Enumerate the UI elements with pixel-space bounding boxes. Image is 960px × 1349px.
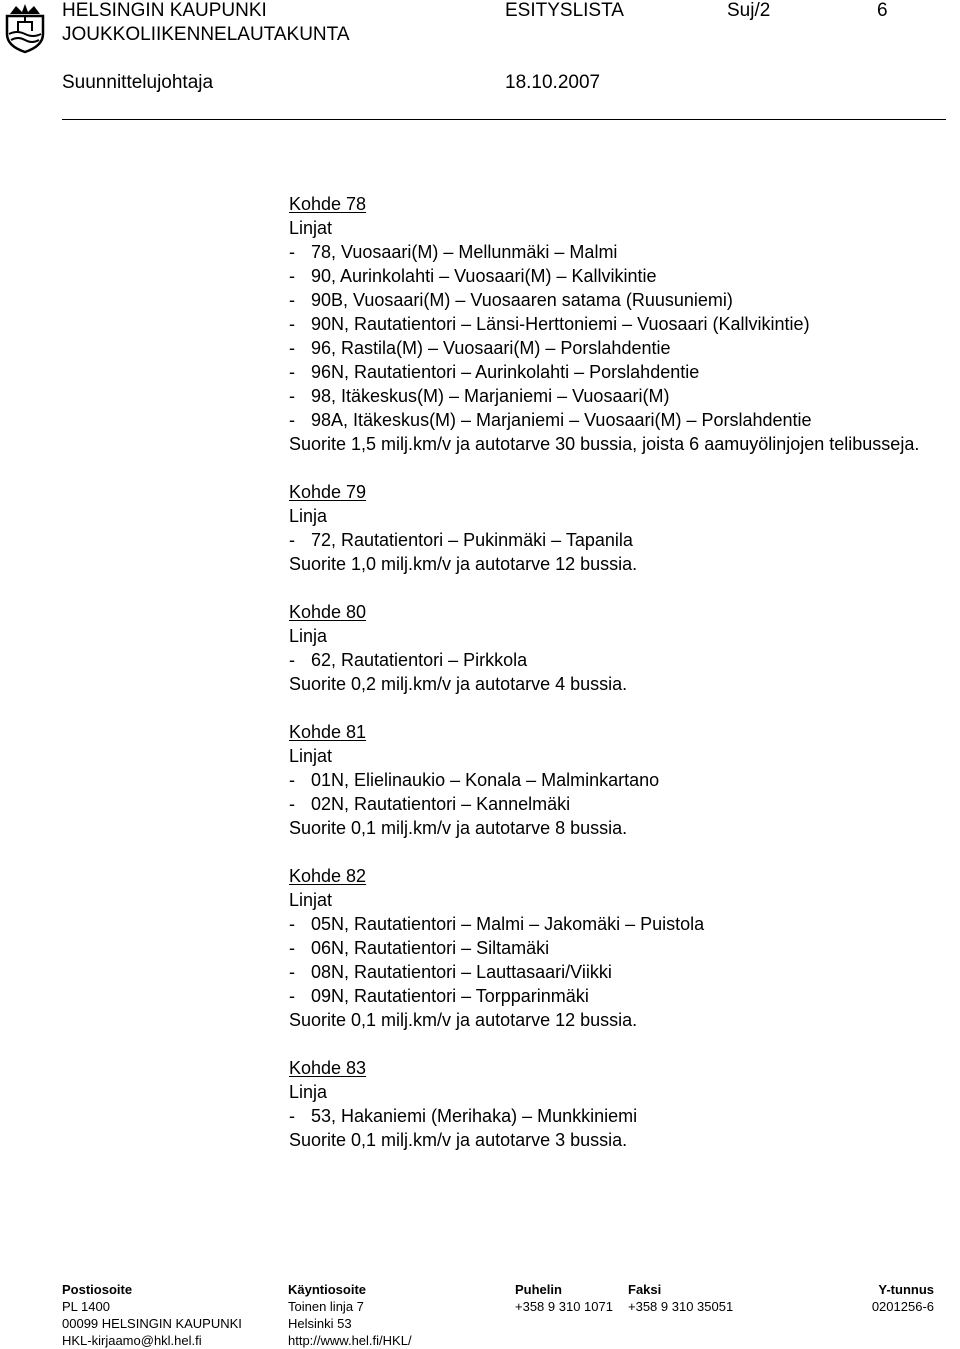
route-line-item [289,984,929,1008]
footer-visiting-address [288,1281,412,1349]
list-dash: - [289,314,295,334]
footer-label: Käyntiosoite [288,1282,367,1297]
list-dash: - [289,938,295,958]
list-dash: - [289,650,295,670]
footer-text: Helsinki 53 [288,1316,352,1331]
lines-label: Linja [289,1082,328,1102]
route-text: 96, Rastila(M) – Vuosaari(M) – Porslahdentie [311,338,671,358]
route-text: 90, Aurinkolahti – Vuosaari(M) – Kallvikintie [311,266,657,286]
section-summary: Suorite 0,1 milj.km/v ja autotarve 3 bussia. [289,1130,628,1150]
kohde-title: Kohde 79 [289,482,367,502]
org-name: HELSINGIN KAUPUNKI [62,0,267,21]
footer [62,1281,942,1347]
route-line-item [289,648,929,672]
footer-text: +358 9 310 1071 [515,1299,613,1314]
kohde-section [289,600,929,696]
kohde-title: Kohde 78 [289,194,367,214]
route-line-item [289,360,929,384]
header-divider [62,119,946,120]
route-text: 08N, Rautatientori – Lauttasaari/Viikki [311,962,612,982]
footer-text: 00099 HELSINGIN KAUPUNKI [62,1316,242,1331]
list-dash: - [289,794,295,814]
lines-label: Linjat [289,890,333,910]
kohde-section [289,720,929,840]
kohde-section [289,192,929,456]
agenda-body [289,192,929,1176]
route-line-item [289,912,929,936]
page-number: 6 [877,0,888,21]
route-line-item [289,240,929,264]
section-summary: Suorite 0,1 milj.km/v ja autotarve 8 bussia. [289,818,628,838]
list-dash: - [289,770,295,790]
route-line-item [289,768,929,792]
footer-website-link[interactable]: http://www.hel.fi/HKL/ [288,1333,412,1348]
route-line-item [289,288,929,312]
footer-text: Toinen linja 7 [288,1299,364,1314]
route-line-item [289,1104,929,1128]
route-text: 96N, Rautatientori – Aurinkolahti – Porslahdentie [311,362,700,382]
footer-email-link[interactable]: HKL-kirjaamo@hkl.hel.fi [62,1333,202,1348]
route-text: 53, Hakaniemi (Merihaka) – Munkkiniemi [311,1106,638,1126]
document-type: ESITYSLISTA [505,0,624,21]
kohde-title: Kohde 83 [289,1058,367,1078]
footer-label: Postiosoite [62,1282,133,1297]
lines-label: Linjat [289,218,333,238]
list-dash: - [289,962,295,982]
list-dash: - [289,266,295,286]
footer-label: Faksi [628,1282,662,1297]
route-text: 09N, Rautatientori – Torpparinmäki [311,986,589,1006]
kohde-title: Kohde 82 [289,866,367,886]
route-text: 90B, Vuosaari(M) – Vuosaaren satama (Ruusuniemi) [311,290,733,310]
route-text: 06N, Rautatientori – Siltamäki [311,938,550,958]
list-dash: - [289,1106,295,1126]
footer-label: Y-tunnus [878,1282,934,1297]
org-unit: JOUKKOLIIKENNELAUTAKUNTA [62,24,350,45]
lines-label: Linja [289,626,328,646]
list-dash: - [289,914,295,934]
route-text: 78, Vuosaari(M) – Mellunmäki – Malmi [311,242,618,262]
route-line-item [289,312,929,336]
route-line-item [289,408,929,432]
route-line-item [289,960,929,984]
list-dash: - [289,362,295,382]
list-dash: - [289,986,295,1006]
footer-business-id [872,1281,934,1315]
list-dash: - [289,530,295,550]
route-line-item [289,528,929,552]
route-line-item [289,264,929,288]
lines-label: Linja [289,506,328,526]
route-text: 72, Rautatientori – Pukinmäki – Tapanila [311,530,633,550]
kohde-title: Kohde 81 [289,722,367,742]
section-summary: Suorite 0,1 milj.km/v ja autotarve 12 bussia. [289,1010,638,1030]
route-line-item [289,336,929,360]
footer-text: +358 9 310 35051 [628,1299,734,1314]
route-line-item [289,792,929,816]
list-dash: - [289,338,295,358]
kohde-title: Kohde 80 [289,602,367,622]
author-title: Suunnittelujohtaja [62,72,214,93]
list-dash: - [289,386,295,406]
section-summary: Suorite 1,5 milj.km/v ja autotarve 30 bussia, joista 6 aamuyölinjojen telibusseja. [289,434,920,454]
document-date: 18.10.2007 [505,72,601,93]
list-dash: - [289,410,295,430]
kohde-section [289,1056,929,1152]
list-dash: - [289,242,295,262]
kohde-section [289,480,929,576]
route-line-item [289,936,929,960]
route-text: 05N, Rautatientori – Malmi – Jakomäki – Puistola [311,914,705,934]
footer-postal-address [62,1281,242,1349]
route-text: 98A, Itäkeskus(M) – Marjaniemi – Vuosaari(M) – Porslahdentie [311,410,812,430]
footer-text: PL 1400 [62,1299,110,1314]
page-label: Suj/2 [727,0,771,21]
route-line-item [289,384,929,408]
route-text: 98, Itäkeskus(M) – Marjaniemi – Vuosaari(M) [311,386,670,406]
route-text: 01N, Elielinaukio – Konala – Malminkartano [311,770,660,790]
route-text: 02N, Rautatientori – Kannelmäki [311,794,571,814]
helsinki-coat-of-arms-icon [2,2,48,54]
route-text: 62, Rautatientori – Pirkkola [311,650,528,670]
lines-label: Linjat [289,746,333,766]
footer-text: 0201256-6 [871,1299,934,1314]
footer-phone [515,1281,613,1315]
footer-label: Puhelin [515,1282,562,1297]
kohde-section [289,864,929,1032]
footer-fax [628,1281,733,1315]
list-dash: - [289,290,295,310]
route-text: 90N, Rautatientori – Länsi-Herttoniemi – Vuosaari (Kallvikintie) [311,314,810,334]
section-summary: Suorite 1,0 milj.km/v ja autotarve 12 bussia. [289,554,638,574]
section-summary: Suorite 0,2 milj.km/v ja autotarve 4 bussia. [289,674,628,694]
